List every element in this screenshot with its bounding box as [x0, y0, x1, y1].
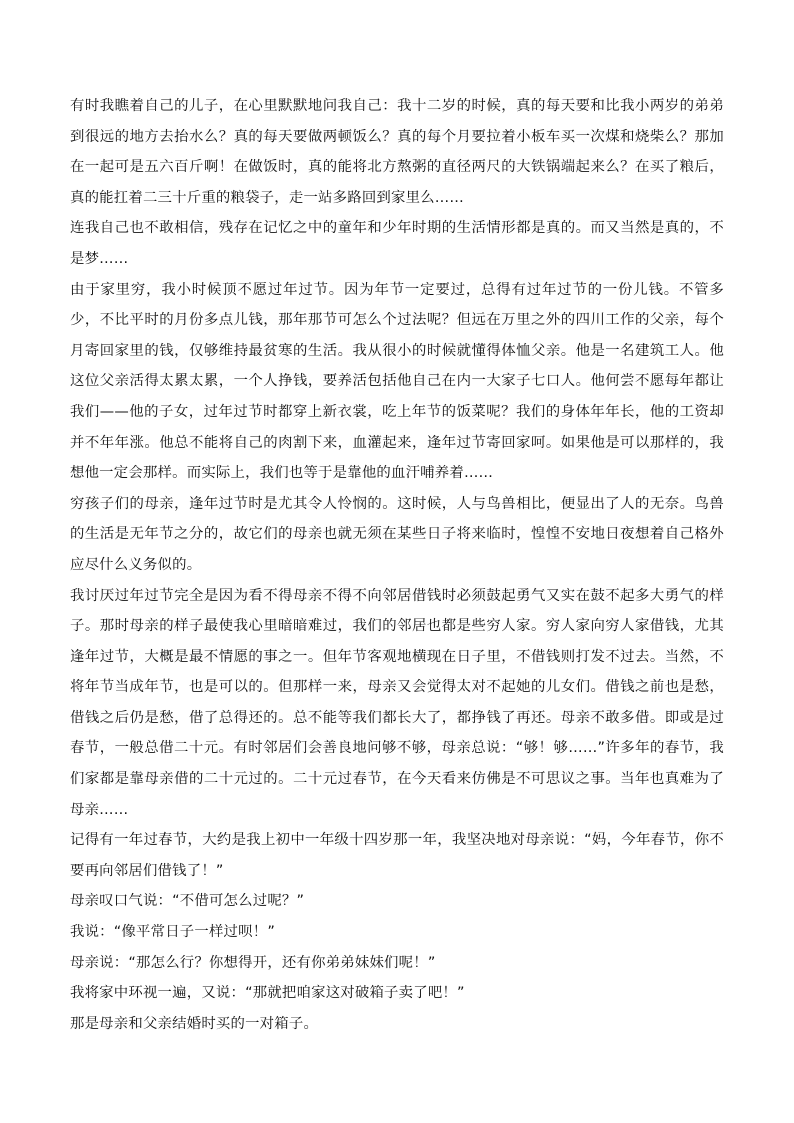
paragraph-4: 穷孩子们的母亲，逢年过节时是尤其令人怜悯的。这时候，人与鸟兽相比，便显出了人的无奈。鸟兽的生活是无年节之分的，故它们的母亲也就无须在某些日子将来临时，惶惶不安地日夜想着自己格外应尽什么义务似的。	[70, 495, 724, 573]
paragraph-9: 母亲说：“那怎么行？你想得开，还有你弟弟妹妹们呢！”	[70, 954, 436, 971]
paragraph-5: 我讨厌过年过节完全是因为看不得母亲不得不向邻居借钱时必须鼓起勇气又实在鼓不起多大勇气的样子。那时母亲的样子最使我心里暗暗难过，我们的邻居也都是些穷人家。穷人家向穷人家借钱，尤其逢年过节，大概是最不情愿的事之一。但年节客观地横现在日子里，不借钱则打发不过去。当然，不将年节当成年节，也是可以的。但那样一来，母亲又会觉得太对不起她的儿女们。借钱之前也是愁，借钱之后仍是愁，借了总得还的。总不能等我们都长大了，都挣钱了再还。母亲不敢多借。即或是过春节，一般总借二十元。有时邻居们会善良地问够不够，母亲总说：“够！够……”许多年的春节，我们家都是靠母亲借的二十元过的。二十元过春节，在今天看来仿佛是不可思议之事。当年也真难为了母亲……	[70, 587, 724, 818]
paragraph-8: 我说：“像平常日子一样过呗！”	[70, 924, 275, 941]
paragraph-7: 母亲叹口气说：“不借可怎么过呢？”	[70, 893, 305, 910]
paragraph-2: 连我自己也不敢相信，残存在记忆之中的童年和少年时期的生活情形都是真的。而又当然是真的，不是梦……	[70, 220, 724, 267]
paragraph-11: 那是母亲和父亲结婚时买的一对箱子。	[70, 1015, 319, 1032]
document-body	[70, 91, 724, 1039]
paragraph-6: 记得有一年过春节，大约是我上初中一年级十四岁那一年，我坚决地对母亲说：“妈，今年春节，你不要再向邻居们借钱了！”	[70, 832, 724, 879]
paragraph-10: 我将家中环视一遍，又说：“那就把咱家这对破箱子卖了吧！”	[70, 985, 465, 1002]
paragraph-1: 有时我瞧着自己的儿子，在心里默默地问我自己：我十二岁的时候，真的每天要和比我小两岁的弟弟到很远的地方去抬水么？真的每天要做两顿饭么？真的每个月要拉着小板车买一次煤和烧柴么？那加在一起可是五六百斤啊！在做饭时，真的能将北方熬粥的直径两尺的大铁锅端起来么？在买了粮后，真的能扛着二三十斤重的粮袋子，走一站多路回到家里么……	[70, 98, 724, 206]
paragraph-3: 由于家里穷，我小时候顶不愿过年过节。因为年节一定要过，总得有过年过节的一份儿钱。不管多少，不比平时的月份多点儿钱，那年那节可怎么个过法呢？但远在万里之外的四川工作的父亲，每个月寄回家里的钱，仅够维持最贫寒的生活。我从很小的时候就懂得体恤父亲。他是一名建筑工人。他这位父亲活得太累太累，一个人挣钱，要养活包括他自己在内一大家子七口人。他何尝不愿每年都让我们——他的子女，过年过节时都穿上新衣裳，吃上年节的饭菜呢？我们的身体年年长，他的工资却并不年年涨。他总不能将自己的肉割下来，血灌起来，逢年过节寄回家呵。如果他是可以那样的，我想他一定会那样。而实际上，我们也等于是靠他的血汗哺养着……	[70, 281, 724, 482]
